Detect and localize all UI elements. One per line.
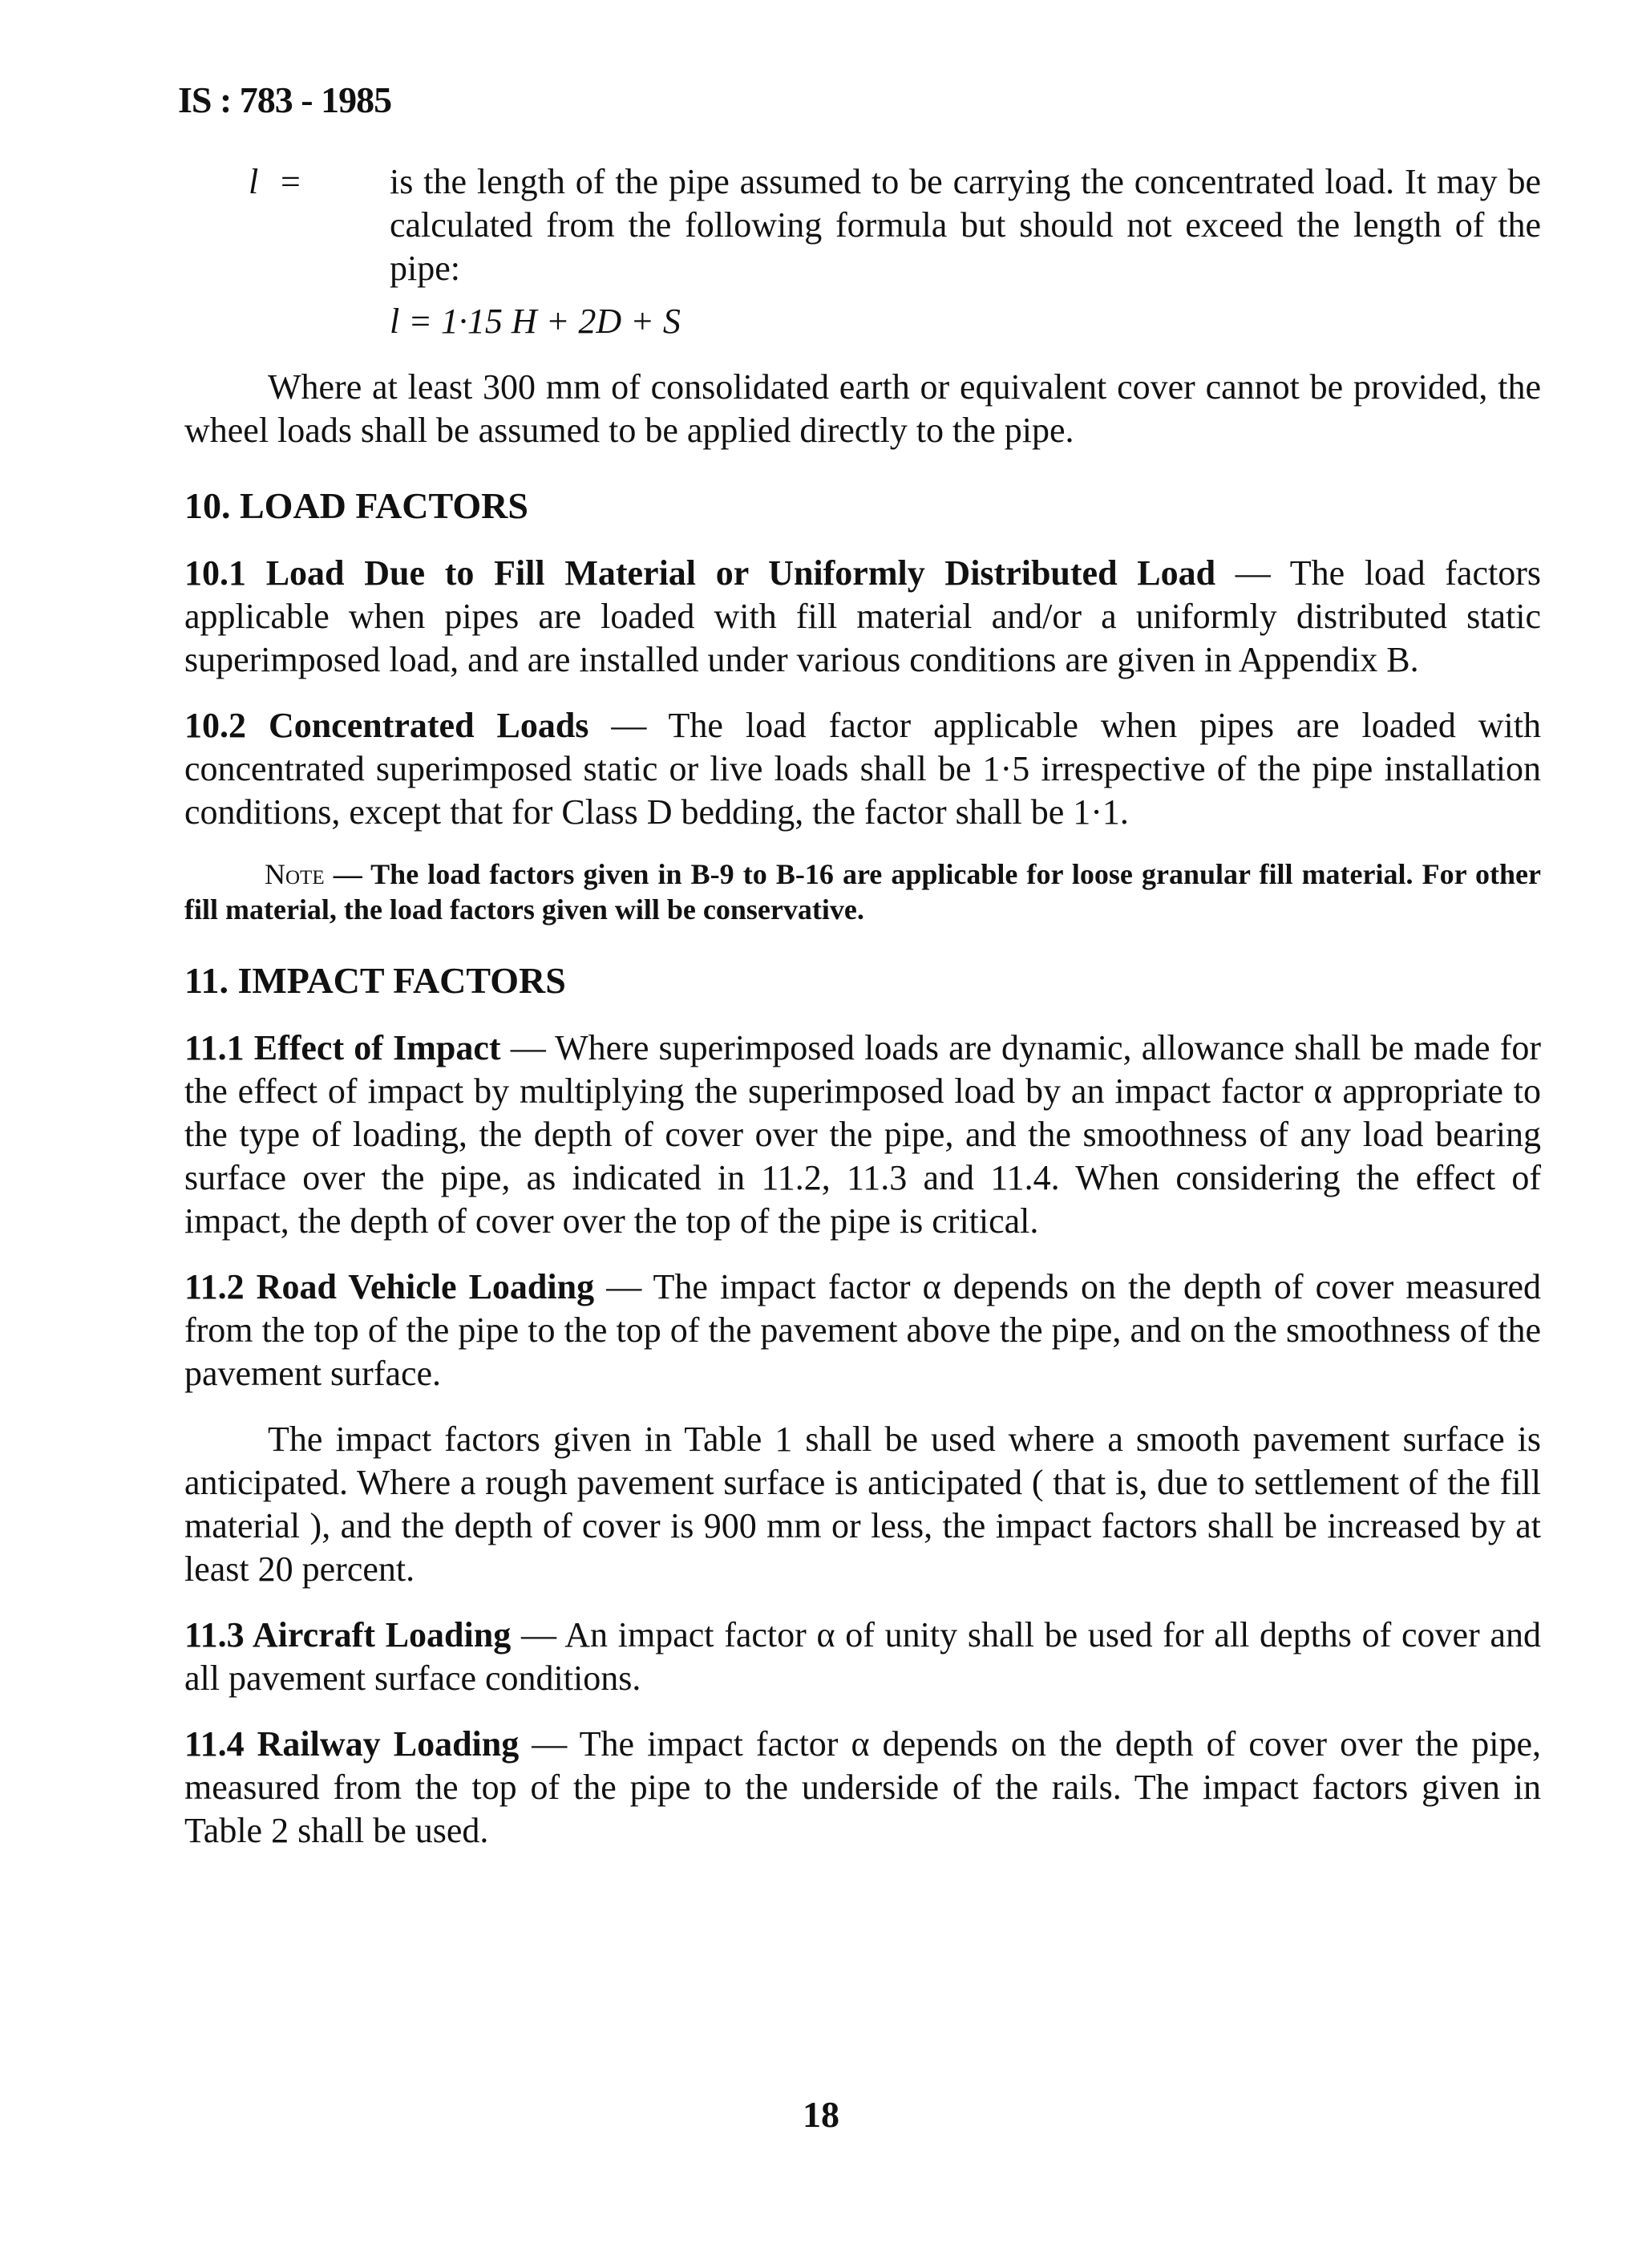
length-formula: l = 1·15 H + 2D + S bbox=[390, 302, 681, 341]
page-body bbox=[184, 160, 1541, 1875]
clause-11-1 bbox=[184, 1027, 1541, 1243]
cover-paragraph: Where at least 300 mm of consolidated earth or equivalent cover cannot be provided, the wheel loads shall be assumed to be applied directly to the pipe. bbox=[184, 367, 1541, 450]
note bbox=[184, 857, 1541, 927]
clause-10-1-text: — The load factors applicable when pipes are loaded with fill material and/or a uniformly distributed static superimposed load, and are installed under various conditions are given in Appendix B. bbox=[184, 553, 1541, 679]
section-11-heading: 11. IMPACT FACTORS bbox=[184, 960, 566, 1001]
clause-10-2-text: — The load factor applicable when pipes are loaded with concentrated superimposed static or live loads shall be 1·5 irrespective of the pipe installation conditions, except that for Class D bedding, the factor shall be 1·1. bbox=[184, 706, 1541, 832]
section-10-heading: 10. LOAD FACTORS bbox=[184, 485, 528, 526]
clause-10-1-title: 10.1 Load Due to Fill Material or Uniformly Distributed Load bbox=[184, 553, 1216, 593]
clause-11-4-text: — The impact factor α depends on the depth of cover over the pipe, measured from the top of the pipe to the underside of the rails. The impact factors given in Table 2 shall be used. bbox=[184, 1724, 1541, 1850]
clause-10-1 bbox=[184, 552, 1541, 682]
clause-11-4 bbox=[184, 1723, 1541, 1853]
note-label: Note bbox=[265, 858, 325, 890]
clause-11-1-text: — Where superimposed loads are dynamic, allowance shall be made for the effect of impact by multiplying the superimposed load by an impact factor α appropriate to the type of loading, the depth of cover over the pipe, and the smoothness of any load bearing surface over the pipe, as indicated in 11.2, 11.3 and 11.4. When considering the effect of impact, the depth of cover over the top of the pipe is critical. bbox=[184, 1028, 1541, 1241]
page-number: 18 bbox=[803, 2094, 839, 2135]
symbol-definition bbox=[249, 160, 1541, 290]
clause-11-2 bbox=[184, 1266, 1541, 1395]
clause-11-3 bbox=[184, 1614, 1541, 1700]
note-text: — The load factors given in B-9 to B-16 are applicable for loose granular fill material. For other fill material, the load factors given will be conservative. bbox=[184, 858, 1541, 925]
definition-text: is the length of the pipe assumed to be carrying the concentrated load. It may be calculated from the following formula but should not exceed the length of the pipe: bbox=[390, 162, 1541, 288]
clause-10-2-title: 10.2 Concentrated Loads bbox=[184, 706, 589, 745]
clause-10-2 bbox=[184, 704, 1541, 834]
definition-symbol: l bbox=[249, 162, 259, 201]
clause-11-2-title: 11.2 Road Vehicle Loading bbox=[184, 1267, 595, 1306]
standard-code-header: IS : 783 - 1985 bbox=[178, 79, 392, 120]
definition-equals: = bbox=[281, 162, 301, 201]
clause-11-4-title: 11.4 Railway Loading bbox=[184, 1724, 520, 1764]
clause-11-3-title: 11.3 Aircraft Loading bbox=[184, 1615, 512, 1654]
clause-11-3-text: — An impact factor α of unity shall be used for all depths of cover and all pavement surface conditions. bbox=[184, 1615, 1541, 1698]
clause-11-2-text: — The impact factor α depends on the depth of cover measured from the top of the pipe to the top of the pavement above the pipe, and on the smoothness of the pavement surface. bbox=[184, 1267, 1542, 1393]
clause-11-2-para2: The impact factors given in Table 1 shall be used where a smooth pavement surface is anticipated. Where a rough pavement surface is anticipated ( that is, due to settlement of the fill material ), and the depth of cover is 900 mm or less, the impact factors shall be increased by at least 20 percent. bbox=[184, 1420, 1541, 1589]
clause-11-1-title: 11.1 Effect of Impact bbox=[184, 1028, 501, 1067]
